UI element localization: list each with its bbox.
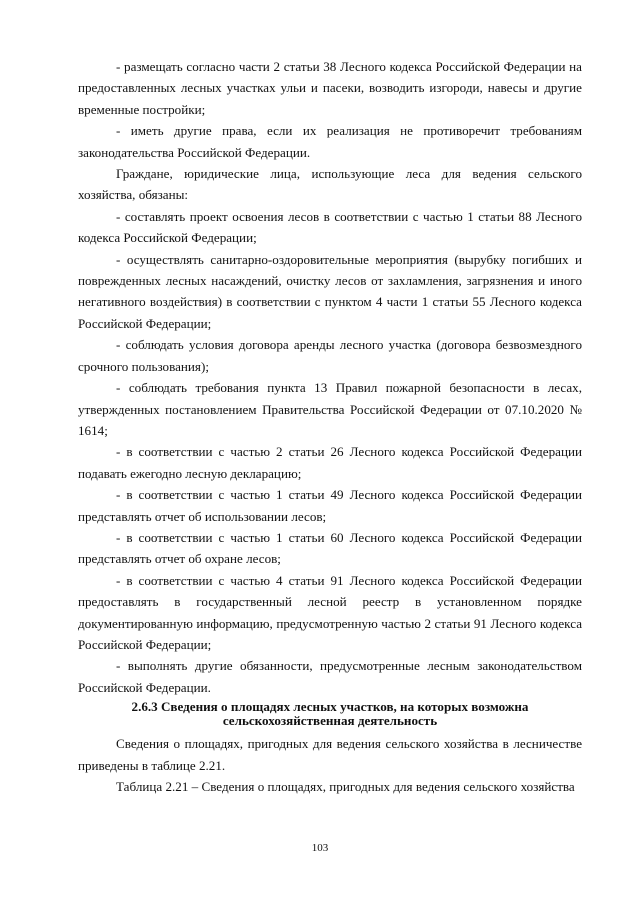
paragraph: - размещать согласно части 2 статьи 38 Лесного кодекса Российской Федерации на предоставленных лесных участках ульи и пасеки, возводить изгороди, навесы и другие временные постройки; [78, 59, 582, 117]
paragraph: - составлять проект освоения лесов в соответствии с частью 1 статьи 88 Лесного кодекса Российской Федерации; [78, 208, 582, 246]
section-paragraph: Сведения о площадях, пригодных для ведения сельского хозяйства в лесничестве приведены в таблице 2.21. [78, 736, 582, 773]
paragraph: - выполнять другие обязанности, предусмотренные лесным законодательством Российской Федерации. [78, 658, 582, 695]
paragraph: - соблюдать требования пункта 13 Правил пожарной безопасности в лесах, утвержденных постановлением Правительства Российской Федерации от 07.10.2020 № 1614; [78, 380, 582, 438]
section-heading: 2.6.3 Сведения о площадях лесных участков, на которых возможна сельскохозяйственная деятельность [131, 699, 529, 729]
page-number: 103 [311, 842, 329, 854]
paragraph: Граждане, юридические лица, использующие леса для ведения сельского хозяйства, обязаны: [78, 166, 582, 203]
paragraph: - в соответствии с частью 1 статьи 60 Лесного кодекса Российской Федерации представлять отчет об охране лесов; [78, 529, 582, 567]
paragraph: - в соответствии с частью 1 статьи 49 Лесного кодекса Российской Федерации представлять отчет об использовании лесов; [78, 487, 582, 524]
paragraph: - иметь другие права, если их реализация не противоречит требованиям законодательства Российской Федерации. [78, 123, 582, 160]
document-page [78, 56, 582, 797]
paragraph: - в соответствии с частью 4 статьи 91 Лесного кодекса Российской Федерации предоставлять в государственный лесной реестр в установленном порядке документированную информацию, предусмотренную частью 2 статьи 91 Лесного кодекса Российской Федерации; [78, 572, 582, 652]
paragraph: - осуществлять санитарно-оздоровительные мероприятия (вырубку погибших и поврежденных лесных насаждений, очистку лесов от захламления, загрязнения и иного негативного воздействия) в соответствии с пунктом 4 части 1 статьи 55 Лесного кодекса Российской Федерации; [78, 251, 582, 331]
table-caption: Таблица 2.21 – Сведения о площадях, пригодных для ведения сельского хозяйства [116, 779, 575, 794]
paragraph: - соблюдать условия договора аренды лесного участка (договора безвозмездного срочного пользования); [78, 337, 582, 374]
paragraph: - в соответствии с частью 2 статьи 26 Лесного кодекса Российской Федерации подавать ежегодно лесную декларацию; [78, 444, 582, 481]
